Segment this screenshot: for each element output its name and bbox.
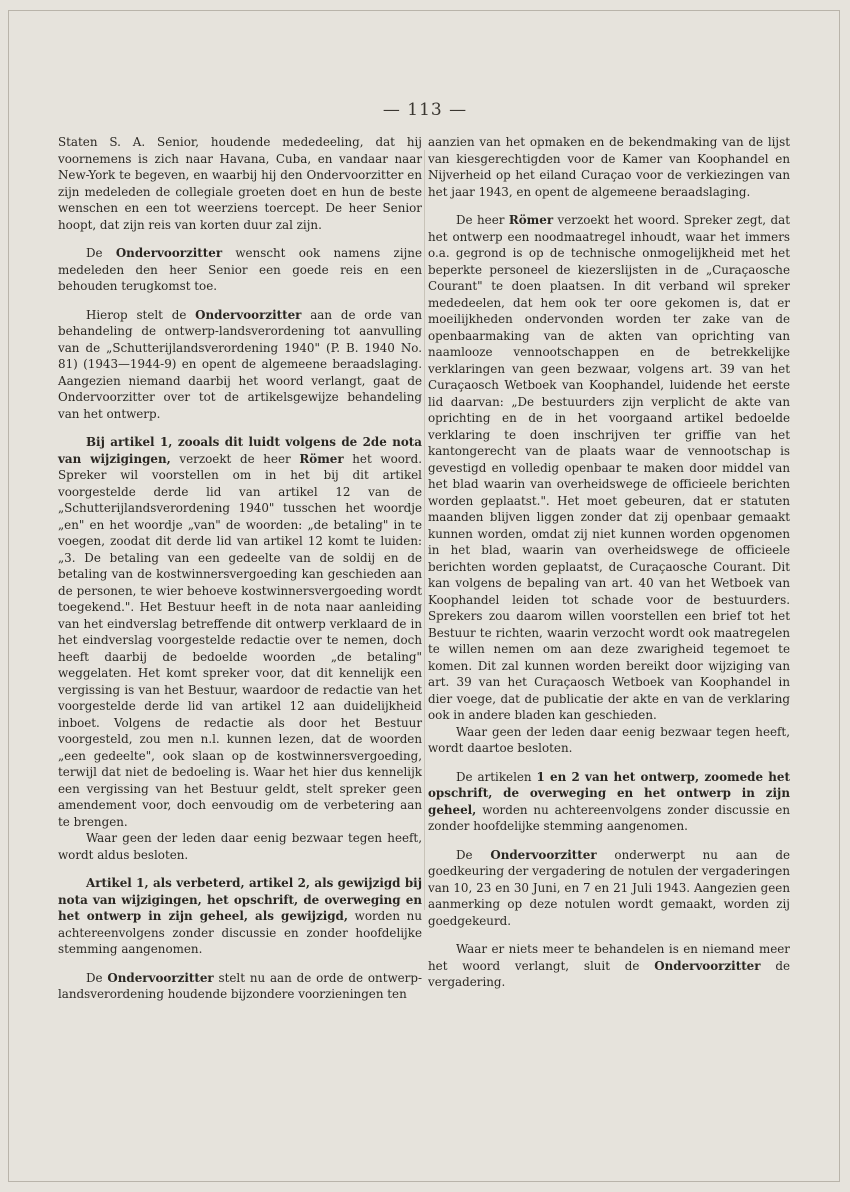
paragraph: Staten S. A. Senior, houdende mededeeling, dat hij voornemens is zich naar Havana, Cuba, en vandaar naar New-York te begeven, en waarbij hij den Ondervoorzitter en zijn medeleden de collegiale groeten doet en hun de beste wenschen en een tot weerziens toercept. De heer Senior hoopt, dat zijn reis van korten duur zal zijn.: [58, 135, 422, 232]
page-number: — 113 —: [382, 100, 468, 120]
paragraph: De Ondervoorzitter onderwerpt nu aan de goedkeuring der vergadering de notulen der vergaderingen van 10, 23 en 30 Juni, en 7 en 21 Juli 1943. Aangezien geen aanmerking op deze notulen wordt gemaakt, worden zij goedgekeurd.: [428, 847, 790, 928]
paragraph: Artikel 1, als verbeterd, artikel 2, als gewijzigd bij nota van wijzigingen, het opschrift, de overweging en het ontwerp in zijn geheel, als gewijzigd, worden nu achtereenvolgens zonder discussie en zonder hoofdelijke stemming aangenomen.: [58, 876, 422, 956]
left-column: [58, 134, 422, 1015]
paragraph: De heer Römer verzoekt het woord. Spreker zegt, dat het ontwerp een noodmaatregel inhoudt, waar het immers o.a. gegrond is op de technische onmogelijkheid met het beperkte personeel de kiezerslijsten in de „Curaçaosche Courant" te doen plaatsen. In dit verband wil spreker mededeelen, dat hem ook ter oore gekomen is, dat er moeilijkheden ondervonden worden ter zake van de openbaarmaking van de akten van oprichting van naamlooze vennootschappen en de betrekkelijke verklaringen van geen bezwaar, volgens art. 39 van het Curaçaosch Wetboek van Koophandel, luidende het eerste lid daarvan: „De bestuurders zijn verplicht de akte van oprichting en de in het voorgaand artikel bedoelde verklaring te doen inschrijven ter griffie van het kantongerecht van de plaats waar de vennootschap is gevestigd en volledig openbaar te maken door middel van het blad waarin van overheidswege de officieele berichten worden geplaatst.". Het moet gebeuren, dat er statuten maanden blijven liggen zonder dat zij openbaar gemaakt kunnen worden, omdat zij niet kunnen worden opgenomen in het blad, waarin van overheidswege de officieele berichten worden geplaatst, de Curaçaosche Courant. Dit kan volgens de bepaling van art. 40 van het Wetboek van Koophandel leiden tot schade voor de bestuurders. Sprekers zou daarom willen voorstellen een brief tot het Bestuur te richten, waarin verzocht wordt ook maatregelen te willen nemen om aan deze zwarigheid tegemoet te komen. Dit zal kunnen worden bereikt door wijziging van art. 39 van het Curaçaosch Wetboek van Koophandel in dier voege, dat de publicatie der akte en van de verklaring ook in andere bladen kan geschieden.: [428, 213, 790, 722]
paragraph: Waar geen der leden daar eenig bezwaar tegen heeft, wordt aldus besloten.: [58, 831, 422, 862]
paragraph: aanzien van het opmaken en de bekendmaking van de lijst van kiesgerechtigden voor de Kamer van Koophandel en Nijverheid op het eiland Curaçao voor de verkiezingen van het jaar 1943, en opent de algemeene beraadslaging.: [428, 135, 790, 199]
paragraph: De artikelen 1 en 2 van het ontwerp, zoomede het opschrift, de overweging en het ontwerp in zijn geheel, worden nu achtereenvolgens zonder discussie en zonder hoofdelijke stemming aangenomen.: [428, 769, 790, 833]
paragraph: De Ondervoorzitter stelt nu aan de orde de ontwerp-landsverordening houdende bijzondere voorzieningen ten: [58, 970, 422, 1001]
paragraph: Bij artikel 1, zooals dit luidt volgens de 2de nota van wijzigingen, verzoekt de heer Römer het woord. Spreker wil voorstellen om in het bij dit artikel voorgestelde derde lid van artikel 12 van de „Schutterijlandsverordening 1940" tusschen het woordje „en" en het woordje „van" de woorden: „de betaling" in te voegen, zoodat dit derde lid van artikel 12 komt te luiden: „3. De betaling van een gedeelte van de soldij en de betaling van de kostwinnersvergoeding kan geschieden aan de personen, te wier behoeve kostwinnersvergoeding wordt toegekend.". Het Bestuur heeft in de nota naar aanleiding van het eindverslag betreffende dit ontwerp verklaard de in het eindverslag voorgestelde redactie over te nemen, doch heeft daarbij de bedoelde woorden „de betaling" weggelaten. Het komt spreker voor, dat dit kennelijk een vergissing is van het Bestuur, waardoor de redactie van het voorgestelde derde lid van artikel 12 aan duidelijkheid inboet. Volgens de redactie als door het Bestuur voorgesteld, zou men n.l. kunnen lezen, dat de woorden „een gedeelte", ook slaan op de kostwinnersvergoeding, terwijl dat niet de bedoeling is. Waar het hier dus kennelijk een vergissing van het Bestuur geldt, stelt spreker geen amendement voor, doch eenvoudig om de verbetering aan te brengen.: [58, 435, 422, 829]
column-separator: [424, 150, 425, 910]
paragraph: Waar er niets meer te behandelen is en niemand meer het woord verlangt, sluit de Ondervoorzitter de vergadering.: [428, 942, 790, 989]
paragraph: De Ondervoorzitter wenscht ook namens zijne medeleden den heer Senior een goede reis en een behouden terugkomst toe.: [58, 246, 422, 293]
paragraph: Waar geen der leden daar eenig bezwaar tegen heeft, wordt daartoe besloten.: [428, 724, 790, 755]
paragraph: Hierop stelt de Ondervoorzitter aan de orde van behandeling de ontwerp-landsverordening tot aanvulling van de „Schutterijlandsverordening 1940" (P. B. 1940 No. 81) (1943—1944-9) en opent de algemeene beraadslaging. Aangezien niemand daarbij het woord verlangt, gaat de Ondervoorzitter over tot de artikelsgewijze behandeling van het ontwerp.: [58, 307, 422, 421]
right-column: [428, 134, 790, 1003]
